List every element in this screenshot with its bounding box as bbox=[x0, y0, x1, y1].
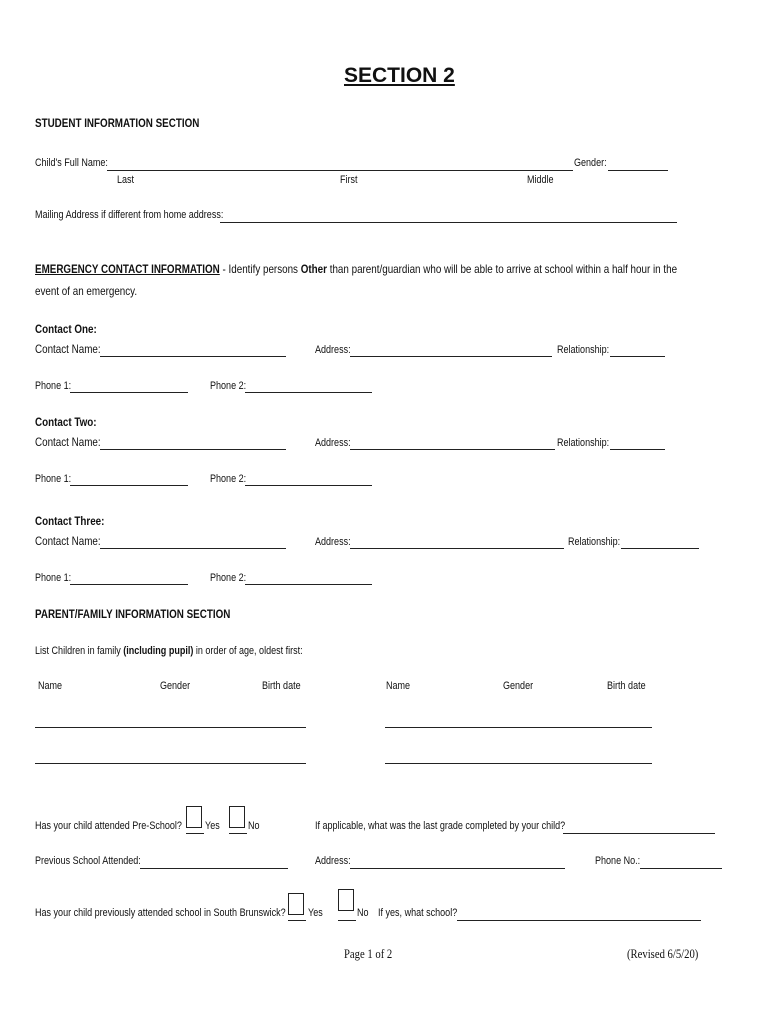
phone-no-label: Phone No.: bbox=[595, 855, 641, 867]
phone-no-field[interactable] bbox=[640, 868, 722, 869]
sb-no-checkbox[interactable] bbox=[338, 889, 354, 911]
preschool-yes-underline bbox=[186, 833, 204, 834]
sb-no-label: No bbox=[357, 907, 369, 919]
south-brunswick-question: Has your child previously attended school in South Brunswick? bbox=[35, 907, 286, 919]
contact-three-name-field[interactable] bbox=[100, 548, 286, 549]
child-row-field[interactable] bbox=[35, 727, 306, 728]
family-section-heading: PARENT/FAMILY INFORMATION SECTION bbox=[35, 607, 231, 621]
contact-one-name-field[interactable] bbox=[100, 356, 286, 357]
revision-date: (Revised 6/5/20) bbox=[627, 946, 699, 961]
emergency-intro-line2: event of an emergency. bbox=[35, 284, 138, 298]
contact-two-address-label: Address: bbox=[315, 437, 351, 449]
col-gender-left: Gender bbox=[160, 680, 191, 692]
contact-one-relationship-label: Relationship: bbox=[557, 344, 610, 356]
mailing-address-label: Mailing Address if different from home address: bbox=[35, 209, 224, 221]
child-name-field[interactable] bbox=[107, 170, 573, 171]
contact-three-relationship-label: Relationship: bbox=[568, 536, 621, 548]
contact-three-phone2-label: Phone 2: bbox=[210, 572, 247, 584]
contact-one-relationship-field[interactable] bbox=[610, 356, 665, 357]
contact-one-name-label: Contact Name: bbox=[35, 342, 101, 356]
previous-school-address-field[interactable] bbox=[350, 868, 565, 869]
contact-three-phone1-label: Phone 1: bbox=[35, 572, 72, 584]
emergency-heading: EMERGENCY CONTACT INFORMATION bbox=[35, 262, 220, 276]
page-number: Page 1 of 2 bbox=[344, 946, 393, 961]
contact-two-name-label: Contact Name: bbox=[35, 435, 101, 449]
contact-three-title: Contact Three: bbox=[35, 514, 105, 528]
middle-sublabel: Middle bbox=[527, 174, 554, 186]
if-yes-school-label: If yes, what school? bbox=[378, 907, 458, 919]
sb-yes-checkbox[interactable] bbox=[288, 893, 304, 915]
contact-one-address-label: Address: bbox=[315, 344, 351, 356]
contact-three-name-label: Contact Name: bbox=[35, 534, 101, 548]
child-row-field[interactable] bbox=[35, 763, 306, 764]
contact-two-title: Contact Two: bbox=[35, 415, 97, 429]
child-row-field[interactable] bbox=[385, 727, 652, 728]
contact-two-phone1-label: Phone 1: bbox=[35, 473, 72, 485]
child-name-label: Child's Full Name: bbox=[35, 157, 108, 169]
previous-school-address-label: Address: bbox=[315, 855, 351, 867]
contact-three-phone1-field[interactable] bbox=[70, 584, 188, 585]
children-list-instruction: List Children in family (including pupil) in order of age, oldest first: bbox=[35, 645, 303, 657]
last-sublabel: Last bbox=[117, 174, 135, 186]
preschool-no-underline bbox=[229, 833, 247, 834]
col-birth-right: Birth date bbox=[607, 680, 646, 692]
contact-two-phone2-label: Phone 2: bbox=[210, 473, 247, 485]
col-birth-left: Birth date bbox=[262, 680, 301, 692]
contact-one-address-field[interactable] bbox=[350, 356, 552, 357]
gender-field[interactable] bbox=[608, 170, 668, 171]
contact-two-relationship-field[interactable] bbox=[610, 449, 665, 450]
contact-one-phone1-label: Phone 1: bbox=[35, 380, 72, 392]
if-yes-school-field[interactable] bbox=[457, 920, 701, 921]
last-grade-question: If applicable, what was the last grade completed by your child? bbox=[315, 820, 566, 832]
previous-school-field[interactable] bbox=[140, 868, 288, 869]
contact-three-address-label: Address: bbox=[315, 536, 351, 548]
contact-one-phone2-label: Phone 2: bbox=[210, 380, 247, 392]
contact-one-phone1-field[interactable] bbox=[70, 392, 188, 393]
col-name-right: Name bbox=[386, 680, 411, 692]
sb-no-underline bbox=[338, 920, 356, 921]
col-gender-right: Gender bbox=[503, 680, 534, 692]
last-grade-field[interactable] bbox=[563, 833, 715, 834]
page-title: SECTION 2 bbox=[344, 64, 455, 87]
gender-label: Gender: bbox=[574, 157, 607, 169]
contact-two-address-field[interactable] bbox=[350, 449, 555, 450]
contact-two-relationship-label: Relationship: bbox=[557, 437, 610, 449]
contact-one-title: Contact One: bbox=[35, 322, 97, 336]
contact-three-address-field[interactable] bbox=[350, 548, 564, 549]
contact-three-relationship-field[interactable] bbox=[621, 548, 699, 549]
contact-two-phone2-field[interactable] bbox=[245, 485, 372, 486]
preschool-question: Has your child attended Pre-School? bbox=[35, 820, 182, 832]
student-section-heading: STUDENT INFORMATION SECTION bbox=[35, 116, 200, 130]
emergency-intro: EMERGENCY CONTACT INFORMATION - Identify persons Other than parent/guardian who will be able to arrive at school within a half hour in the bbox=[35, 262, 678, 276]
sb-yes-label: Yes bbox=[308, 907, 323, 919]
preschool-no-checkbox[interactable] bbox=[229, 806, 245, 828]
contact-three-phone2-field[interactable] bbox=[245, 584, 372, 585]
col-name-left: Name bbox=[38, 680, 63, 692]
contact-two-phone1-field[interactable] bbox=[70, 485, 188, 486]
contact-two-name-field[interactable] bbox=[100, 449, 286, 450]
contact-one-phone2-field[interactable] bbox=[245, 392, 372, 393]
child-row-field[interactable] bbox=[385, 763, 652, 764]
preschool-yes-label: Yes bbox=[205, 820, 220, 832]
sb-yes-underline bbox=[288, 920, 306, 921]
preschool-yes-checkbox[interactable] bbox=[186, 806, 202, 828]
first-sublabel: First bbox=[340, 174, 358, 186]
previous-school-label: Previous School Attended: bbox=[35, 855, 141, 867]
mailing-address-field[interactable] bbox=[220, 222, 677, 223]
preschool-no-label: No bbox=[248, 820, 260, 832]
